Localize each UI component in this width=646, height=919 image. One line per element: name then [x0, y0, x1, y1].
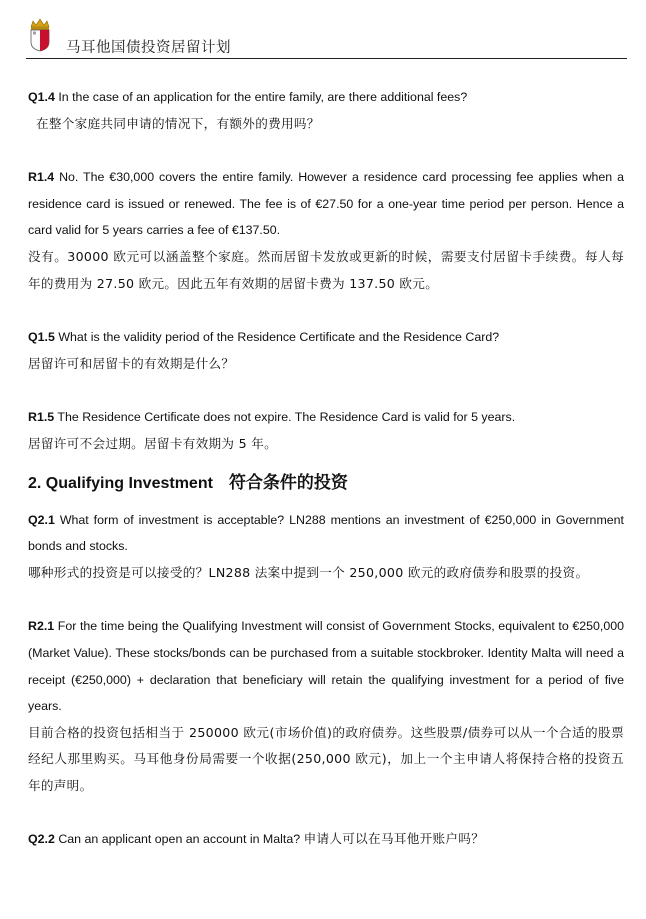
- question-text-en: Can an applicant open an account in Malta?: [58, 832, 301, 847]
- question-text-zh: 居留许可和居留卡的有效期是什么？: [28, 355, 235, 371]
- response-text-en: No. The €30,000 covers the entire family. However a residence card processing fee applies when a residence card is issued or renewed. The fee is of €27.50 for a one-year time period per person. Hence a card valid for 5 years carries a fee of €137.50.: [28, 170, 624, 238]
- malta-crest-icon: [28, 18, 52, 52]
- section-title-en: 2. Qualifying Investment: [28, 474, 213, 492]
- section-title-zh: 符合条件的投资: [228, 472, 348, 493]
- question-text-en: What form of investment is acceptable? LN288 mentions an investment of €250,000 in Government bonds and stocks.: [28, 512, 624, 554]
- response-id: R2.1: [28, 619, 55, 634]
- response-text-zh: 居留许可不会过期。居留卡有效期为 5 年。: [28, 435, 278, 451]
- response-text-zh: 目前合格的投资包括相当于 250000 欧元(市场价值)的政府债券。这些股票/债券可以从一个合适的股票经纪人那里购买。马耳他身份局需要一个收据(250,000 欧元)，加上一个主申请人将保持合格的投资五年的声明。: [28, 724, 624, 793]
- question-text-zh: 在整个家庭共同申请的情况下，有额外的费用吗？: [36, 115, 320, 131]
- question-id: Q2.2: [28, 832, 55, 847]
- response-text-en: For the time being the Qualifying Investment will consist of Government Stocks, equivalent to €250,000 (Market Value). These stocks/bonds can be purchased from a suitable stockbroker. Identity Malta will need a receipt (€250,000) + declaration that beneficiary will retain the qualifying investment for a period of five years.: [28, 619, 624, 714]
- question-id: Q2.1: [28, 512, 55, 527]
- question-q1-4: [28, 84, 624, 111]
- response-id: R1.4: [28, 170, 55, 185]
- question-q2-2: [28, 826, 624, 853]
- page-header: [26, 16, 627, 59]
- section-heading-qualifying-investment: [28, 470, 624, 497]
- response-text-zh: 没有。30000 欧元可以涵盖整个家庭。然而居留卡发放或更新的时候，需要支付居留卡手续费。每人每年的费用为 27.50 欧元。因此五年有效期的居留卡费为 137.50 欧元。: [28, 248, 624, 291]
- document-body: [28, 84, 624, 853]
- response-r1-4: [28, 164, 624, 244]
- header-title: 马耳他国债投资居留计划: [66, 40, 231, 56]
- question-q1-5: [28, 324, 624, 351]
- response-r2-1: [28, 613, 624, 719]
- question-text-zh: 哪种形式的投资是可以接受的？LN288 法案中提到一个 250,000 欧元的政府债券和股票的投资。: [28, 564, 589, 580]
- question-id: Q1.5: [28, 330, 55, 345]
- response-text-en: The Residence Certificate does not expire. The Residence Card is valid for 5 years.: [57, 410, 516, 425]
- question-text-zh: 申请人可以在马耳他开账户吗？: [303, 831, 485, 847]
- question-q2-1: [28, 507, 624, 560]
- question-id: Q1.4: [28, 90, 55, 104]
- question-text-en: In the case of an application for the entire family, are there additional fees?: [58, 90, 468, 104]
- question-text-en: What is the validity period of the Residence Certificate and the Residence Card?: [58, 330, 500, 345]
- response-id: R1.5: [28, 410, 55, 425]
- response-r1-5: [28, 404, 624, 431]
